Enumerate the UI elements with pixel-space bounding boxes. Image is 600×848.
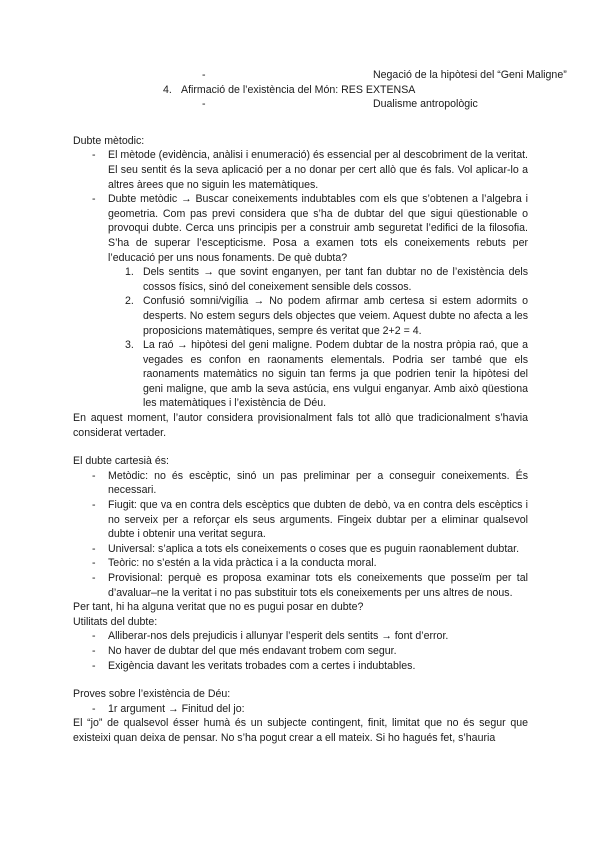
outline-text: Dualisme antropològic [373, 98, 478, 111]
item-number: 3. [125, 339, 134, 352]
dash: - [92, 499, 96, 512]
bullet-item [73, 498, 528, 542]
dash: - [92, 557, 96, 570]
numbered-item [73, 294, 528, 338]
bullet-item [73, 469, 528, 498]
outline-number: 4. [163, 83, 172, 96]
outline-text: Negació de la hipòtesi del “Geni Maligne” [373, 69, 567, 81]
section-title-utilitats: Utilitats del dubte: [73, 615, 158, 628]
item-number: 1. [125, 266, 134, 279]
dash: - [92, 659, 96, 672]
dash: - [202, 98, 206, 111]
dash: - [92, 630, 96, 643]
bullet-item [73, 556, 528, 571]
bullet-text: Universal: s’aplica a tots els coneixements o coses que es puguin raonablement dubtar. [108, 542, 520, 555]
question-line: Per tant, hi ha alguna veritat que no es pugui posar en dubte? [73, 601, 364, 614]
item-text: Confusió somni/vigília → No podem afirmar amb certesa si estem adormits o desperts. No estem segurs dels objectes que veiem. Aquest dubte no afecta a les proposicions matemàtiques, sempre és veritat que 2+2 = 4. [143, 295, 528, 337]
dash: - [202, 69, 206, 81]
paragraph: El “jo” de qualsevol ésser humà és un subjecte contingent, finit, limitat que no és segur que existeixi quan deixa de pensar. No s’ha pogut crear a ell mateix. Si ho hagués fet, s’hauria [73, 717, 528, 744]
item-text: La raó → hipòtesi del geni maligne. Podem dubtar de la nostra pròpia raó, que a vegades es confon en raonaments elementals. Podria ser també que els raonaments matemàtics no siguin tan ferms ja que podrien tenir la hipòtesi del geni maligne, que amb la seva astúcia, ens vulgui enganyar. Amb això qüestiona les matemàtiques i l’existència de Déu. [143, 339, 528, 410]
bullet-item [73, 629, 528, 644]
dash: - [92, 572, 96, 584]
document-page [73, 68, 567, 746]
item-number: 2. [125, 295, 134, 308]
numbered-item [73, 265, 528, 294]
dash: - [92, 193, 96, 206]
bullet-item [73, 644, 528, 659]
bullet-item [73, 192, 528, 265]
bullet-text: El mètode (evidència, anàlisi i enumeració) és essencial per al descobriment de la veritat. El seu sentit és la seva aplicació per a no donar per cert allò que és fals. Vol aplicar-lo a altres àrees que no siguin les matemàtiques. [108, 149, 528, 191]
dash: - [92, 702, 96, 715]
bullet-text: 1r argument → Finitud del jo: [108, 702, 245, 715]
outline-item-4 [73, 83, 528, 98]
bullet-text: Exigència davant les veritats trobades com a certes i indubtables. [108, 659, 416, 672]
dash: - [92, 149, 96, 162]
section-title-dubte-cartesia: El dubte cartesià és: [73, 455, 169, 468]
bullet-item [73, 542, 528, 557]
dash: - [92, 469, 96, 482]
item-text: Dels sentits → que sovint enganyen, per tant fan dubtar no de l’existència dels cossos físics, sinó del coneixement sensible dels cossos. [143, 266, 528, 293]
bullet-text: Teòric: no s’estén a la vida pràctica i a la conducta moral. [108, 557, 377, 570]
outline-item-a [73, 68, 567, 83]
dash: - [92, 644, 96, 657]
section-title-dubte-metodic: Dubte mètodic: [73, 134, 145, 147]
bullet-item [73, 659, 528, 674]
section-title-proves: Proves sobre l’existència de Déu: [73, 688, 231, 701]
outline-text: Afirmació de l’existència del Món: RES EXTENSA [181, 83, 416, 96]
bullet-text: Dubte metòdic → Buscar coneixements indubtables com els que s’obtenen a l’algebra i geometria. Com pas previ considera que s’ha de dubtar del que sigui qüestionable o provoqui dubte. Cerca uns principis per a construir amb seguretat l’edifici de la filosofia. S’ha de superar l’escepticisme. Posa a examen tots els coneixements rebuts per l’educació per uns nous fonaments. De què dubta? [108, 193, 528, 264]
bullet-text: Metòdic: no és escèptic, sinó un pas preliminar per a conseguir coneixements. És necessari. [108, 469, 528, 497]
dash: - [92, 542, 96, 555]
bullet-text: Provisional: perquè es proposa examinar tots els coneixements que posseïm per tal d’avaluar–ne la veritat i no pas substituir tots els coneixements per uns altres de nous. [108, 572, 528, 599]
outline-item-b [73, 97, 528, 112]
numbered-item [73, 338, 528, 411]
bullet-item [73, 148, 528, 192]
bullet-text: Alliberar-nos dels prejudicis i allunyar l’esperit dels sentits → font d’error. [108, 630, 449, 643]
bullet-text: No haver de dubtar del que més endavant trobem com segur. [108, 644, 397, 657]
bullet-item [73, 571, 528, 600]
paragraph: En aquest moment, l’autor considera provisionalment fals tot allò que tradicionalment s’havia considerat vertader. [73, 412, 528, 439]
bullet-text: Fiugit: que va en contra dels escèptics que dubten de debò, va en contra dels escèptics i no serveix per a reforçar els seus arguments. Fingeix dubtar per a eliminar qualsevol dubte i obtenir una veritat segura. [108, 499, 528, 541]
bullet-item [73, 702, 528, 717]
